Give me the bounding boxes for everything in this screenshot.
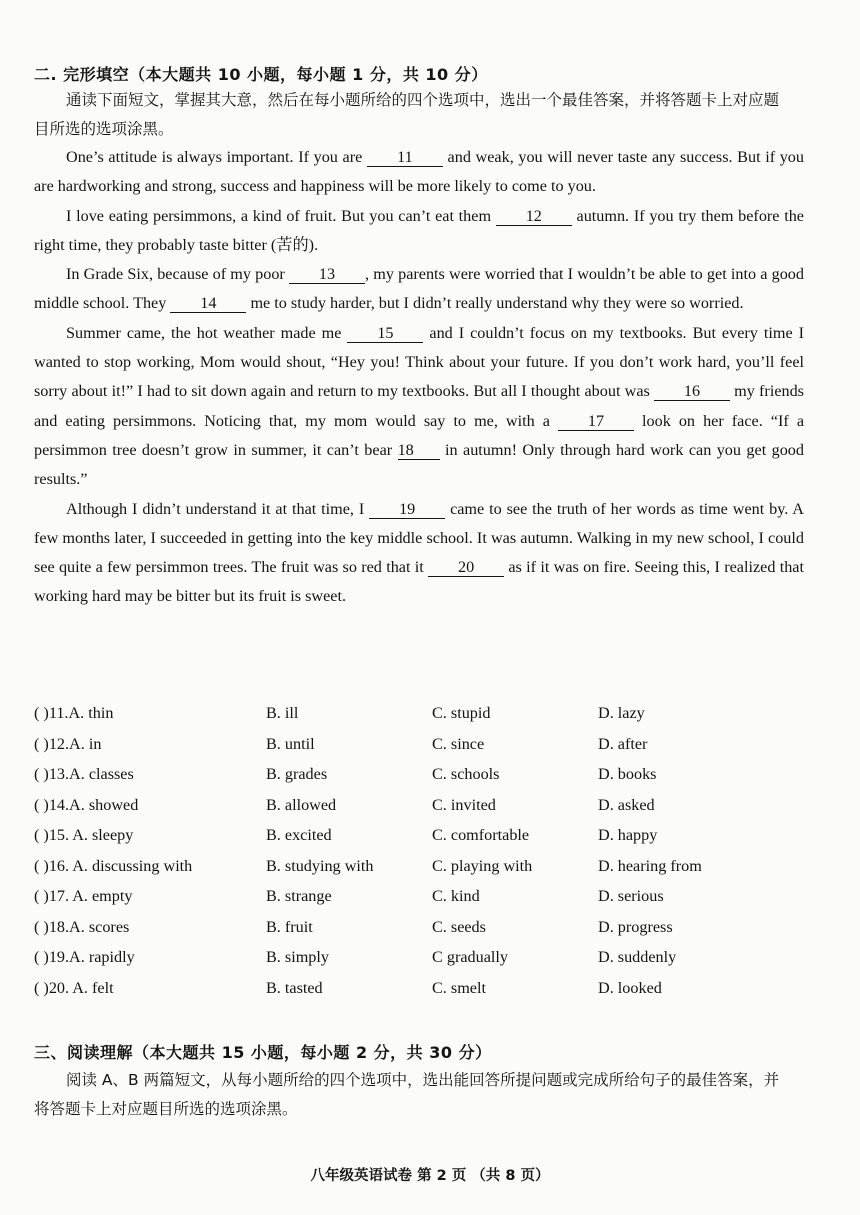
option-a: ( )11.A. thin: [34, 704, 114, 722]
option-b: B. strange: [266, 887, 332, 905]
option-b: B. allowed: [266, 795, 337, 814]
paragraph-5: Although I didn’t understand it at that time, I 19 came to see the truth of her words as time went by. A few months later, I succeeded in getting into the key middle school. It was autumn. Walking in my new school, I could see quite a few persimmon trees. The fruit was so red that it 20 as if it was on fire. Seeing this, I realized that working hard may be bitter but its fruit is sweet.: [34, 499, 804, 606]
option-d: D. hearing from: [598, 856, 702, 875]
option-a: ( )14.A. showed: [34, 795, 139, 814]
blank-14: 14: [170, 294, 246, 313]
option-b: B. excited: [266, 826, 332, 844]
option-a: ( )15. A. sleepy: [34, 826, 134, 844]
option-a: ( )16. A. discussing with: [34, 856, 193, 875]
blank-16: 16: [654, 382, 730, 401]
option-d: D. looked: [598, 978, 662, 997]
blank-13: 13: [289, 265, 365, 284]
option-b: B. until: [266, 734, 315, 753]
question-16: [34, 857, 814, 888]
option-b: B. studying with: [266, 856, 374, 875]
option-d: D. suddenly: [598, 948, 677, 966]
cloze-passage: [34, 143, 804, 612]
option-a: ( )19.A. rapidly: [34, 948, 135, 966]
blank-15: 15: [347, 324, 423, 343]
section2-instruction: 通读下面短文，掌握其大意，然后在每小题所给的四个选项中，选出一个最佳答案，并将答题卡上对应题目所选的选项涂黑。: [34, 91, 780, 138]
section3-title: 三、阅读理解（本大题共 15 小题，每小题 2 分，共 30 分）: [34, 1043, 492, 1062]
option-c: C. smelt: [432, 978, 486, 997]
question-14: [34, 796, 814, 827]
blank-12: 12: [496, 207, 572, 226]
option-a: ( )18.A. scores: [34, 917, 130, 936]
option-a: ( )12.A. in: [34, 734, 102, 753]
option-a: ( )20. A. felt: [34, 978, 114, 997]
blank-19: 19: [369, 500, 445, 519]
option-d: D. after: [598, 734, 648, 753]
question-11: [34, 704, 814, 735]
blank-11: 11: [367, 148, 443, 167]
question-17: [34, 887, 814, 918]
option-c: C. comfortable: [432, 826, 530, 844]
question-19: [34, 948, 814, 979]
question-18: [34, 918, 814, 949]
option-d: D. asked: [598, 795, 655, 814]
option-b: B. ill: [266, 704, 299, 722]
blank-17: 17: [558, 412, 634, 431]
question-13: [34, 765, 814, 796]
question-15: [34, 826, 814, 857]
page-footer: 八年级英语试卷 第 2 页 （共 8 页）: [310, 1168, 550, 1184]
section3-instruction: 阅读 A、B 两篇短文，从每小题所给的四个选项中，选出能回答所提问题或完成所给句子的最佳答案，并将答题卡上对应题目所选的选项涂黑。: [34, 1071, 780, 1118]
option-c: C. kind: [432, 887, 480, 905]
option-b: B. grades: [266, 765, 328, 783]
blank-18: 18: [398, 441, 440, 460]
option-c: C. since: [432, 734, 485, 753]
option-a: ( )17. A. empty: [34, 887, 133, 905]
option-d: D. books: [598, 765, 657, 783]
option-c: C. invited: [432, 795, 496, 814]
option-c: C. playing with: [432, 856, 533, 875]
option-a: ( )13.A. classes: [34, 765, 134, 783]
option-d: D. happy: [598, 826, 658, 844]
option-d: D. progress: [598, 917, 673, 936]
blank-20: 20: [428, 558, 504, 577]
question-20: [34, 979, 814, 1010]
option-d: D. lazy: [598, 704, 645, 722]
option-c: C. seeds: [432, 917, 486, 936]
option-d: D. serious: [598, 887, 664, 905]
section2-title: 二. 完形填空（本大题共 10 小题，每小题 1 分，共 10 分）: [34, 65, 488, 84]
paragraph-2: I love eating persimmons, a kind of fruit. But you can’t eat them 12 autumn. If you try them before the right time, they probably taste bitter (苦的).: [34, 206, 804, 254]
option-b: B. tasted: [266, 978, 323, 997]
question-list: [34, 704, 814, 1009]
option-b: B. simply: [266, 948, 329, 966]
option-c: C. schools: [432, 765, 500, 783]
paragraph-3: In Grade Six, because of my poor 13 , my parents were worried that I wouldn’t be able to get into a good middle school. They 14 me to study harder, but I didn’t really understand why they were so worried.: [34, 265, 804, 313]
option-b: B. fruit: [266, 917, 313, 936]
paragraph-1: One’s attitude is always important. If you are 11 and weak, you will never taste any success. But if you are hardworking and strong, success and happiness will be more likely to come to you.: [34, 148, 804, 196]
paragraph-4: Summer came, the hot weather made me 15 and I couldn’t focus on my textbooks. But every time I wanted to stop working, Mom would shout, “Hey you! Think about your future. If you don’t work hard, you’ll feel sorry about it!” I had to sit down again and return to my textbooks. But all I thought about was 16 my friends and eating persimmons. Noticing that, my mom would say to me, with a 17 look on her face. “If a persimmon tree doesn’t grow in summer, it can’t bear 18 in autumn! Only through hard work can you get good results.”: [34, 323, 804, 489]
question-12: [34, 735, 814, 766]
option-c: C. stupid: [432, 704, 491, 722]
option-c: C gradually: [432, 948, 508, 966]
